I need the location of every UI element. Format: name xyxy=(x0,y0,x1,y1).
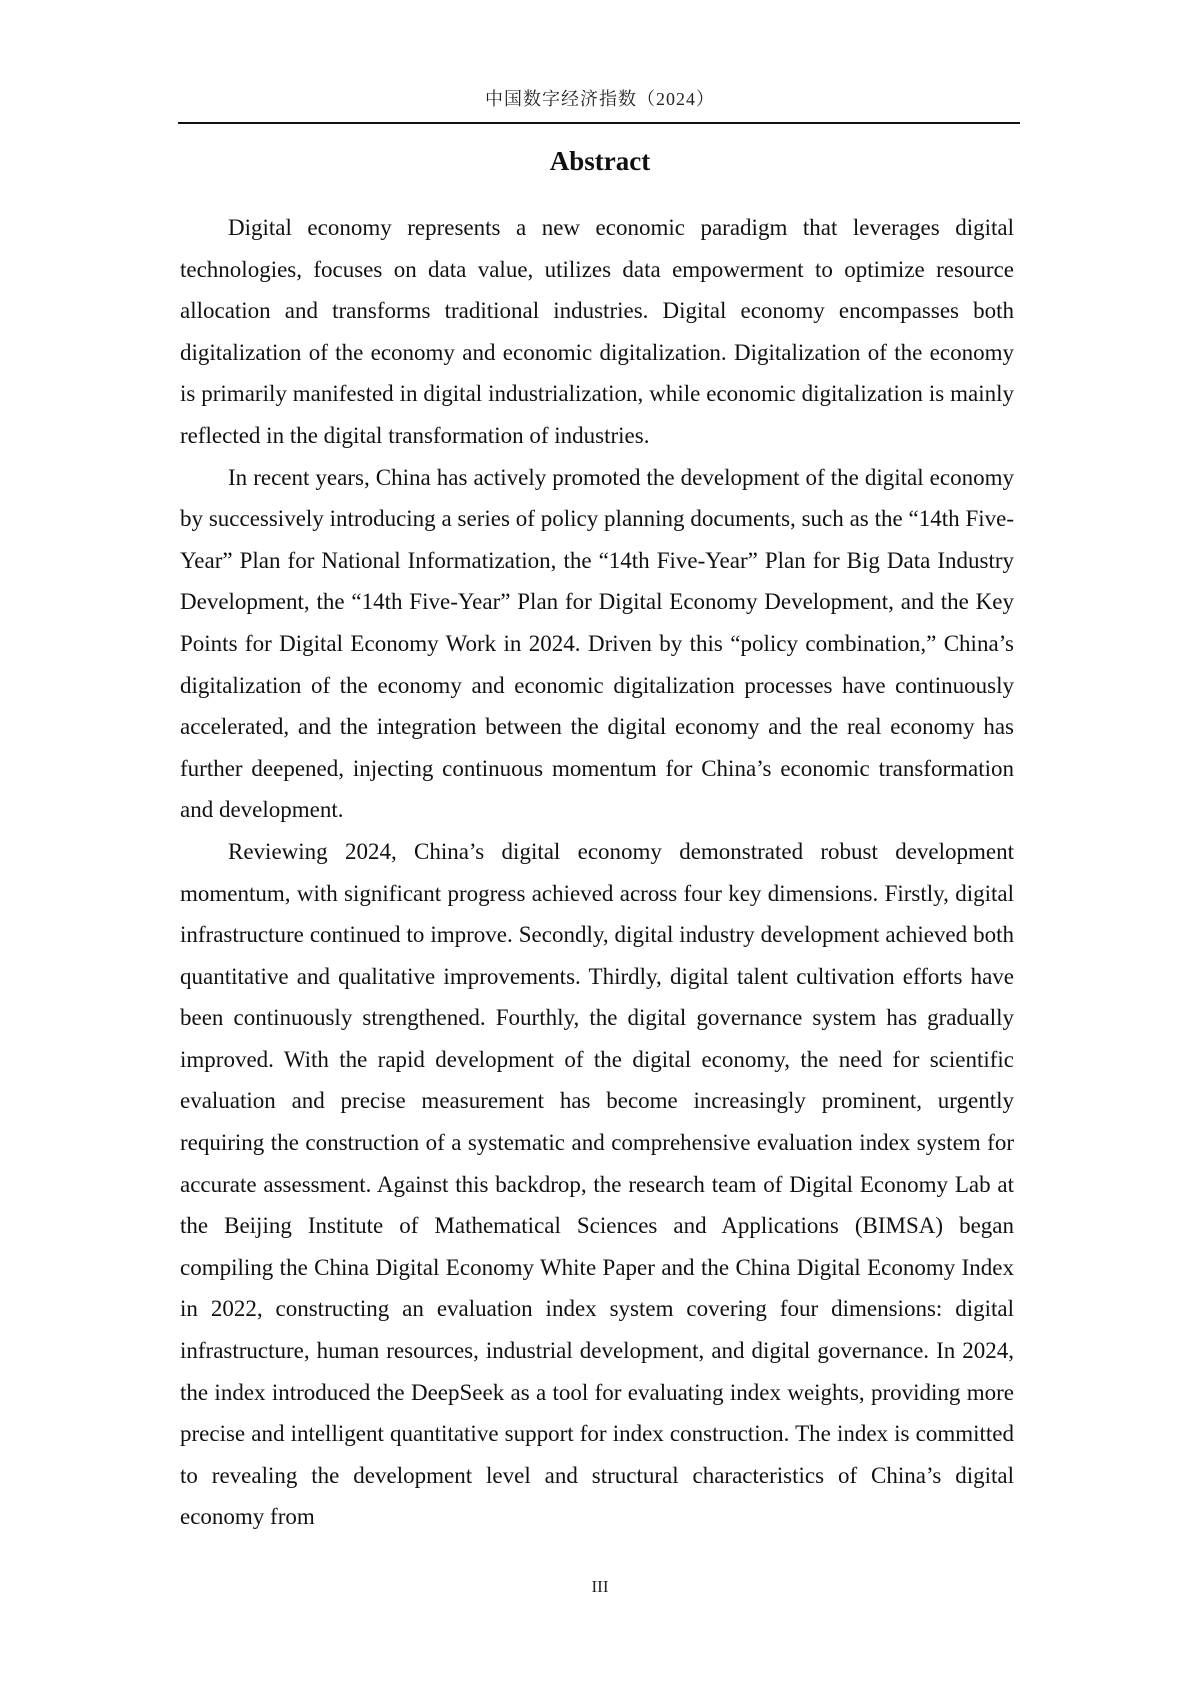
paragraph-definition: Digital economy represents a new economic paradigm that leverages digital technologies, focuses on data value, utilizes data empowerment to optimize resource allocation and transforms traditional industries. Digital economy encompasses both digitalization of the economy and economic digitalization. Digitalization of the economy is primarily manifested in digital industrialization, while economic digitalization is mainly reflected in the digital transformation of industries. xyxy=(180,215,1014,448)
header-divider xyxy=(178,122,1020,124)
paragraph-review-2024: Reviewing 2024, China’s digital economy demonstrated robust development momentum, with significant progress achieved across four key dimensions. Firstly, digital infrastructure continued to improve. Secondly, digital industry development achieved both quantitative and qualitative improvements. Thirdly, digital talent cultivation efforts have been continuously strengthened. Fourthly, the digital governance system has gradually improved. With the rapid development of the digital economy, the need for scientific evaluation and precise measurement has become increasingly prominent, urgently requiring the construction of a systematic and comprehensive evaluation index system for accurate assessment. Against this backdrop, the research team of Digital Economy Lab at the Beijing Institute of Mathematical Sciences and Applications (BIMSA) began compiling the China Digital Economy White Paper and the China Digital Economy Index in 2022, constructing an evaluation index system covering four dimensions: digital infrastructure, human resources, industrial development, and digital governance. In 2024, the index introduced the DeepSeek as a tool for evaluating index weights, providing more precise and intelligent quantitative support for index construction. The index is committed to revealing the development level and structural characteristics of China’s digital economy from xyxy=(180,838,1014,1530)
page-number: III xyxy=(591,1577,609,1596)
paragraph-policy: In recent years, China has actively promoted the development of the digital economy by successively introducing a series of policy planning documents, such as the “14th Five-Year” Plan for National Informatization, the “14th Five-Year” Plan for Big Data Industry Development, the “14th Five-Year” Plan for Digital Economy Development, and the Key Points for Digital Economy Work in 2024. Driven by this “policy combination,” China’s digitalization of the economy and economic digitalization processes have continuously accelerated, and the integration between the digital economy and the real economy has further deepened, injecting continuous momentum for China’s economic transformation and development. xyxy=(180,464,1014,823)
running-header: 中国数字经济指数（2024） xyxy=(485,89,715,109)
abstract-body xyxy=(180,207,1014,1538)
abstract-title: Abstract xyxy=(549,146,651,176)
